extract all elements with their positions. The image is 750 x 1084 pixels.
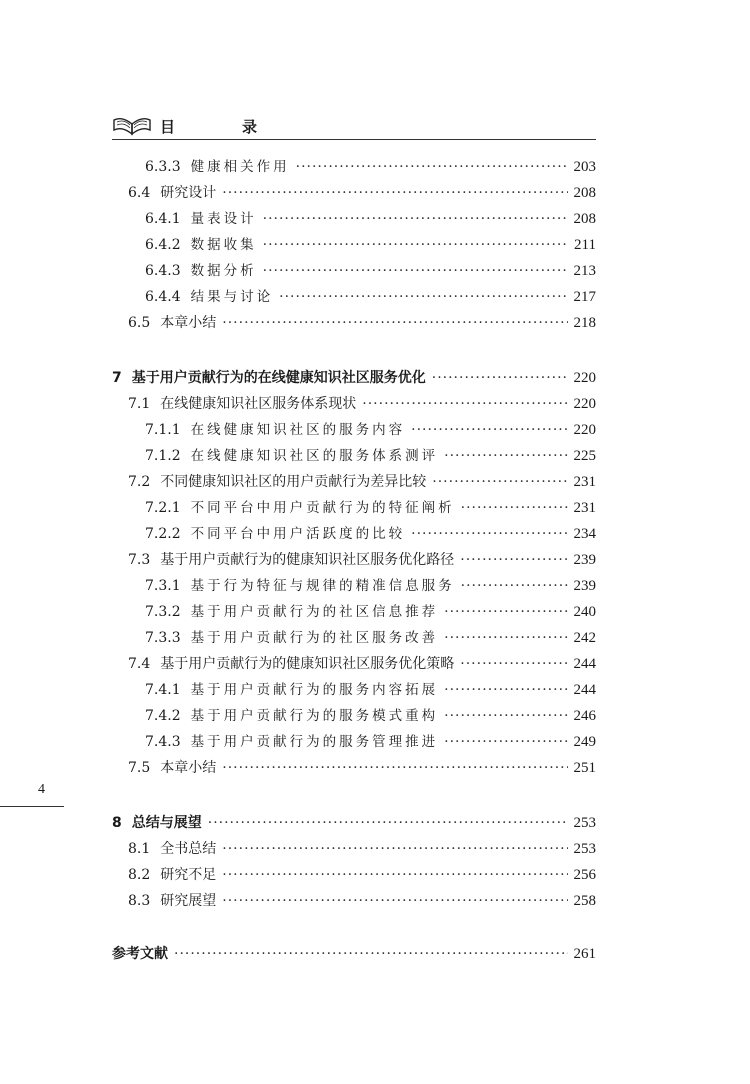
toc-leader-dots [461, 497, 568, 519]
toc-entry [112, 943, 596, 965]
toc-entry-title: 在线健康知识社区的服务体系测评 [190, 448, 439, 464]
toc-entry-title: 基于用户贡献行为的服务模式重构 [190, 708, 439, 724]
toc-entry-page: 258 [573, 893, 596, 909]
toc-entry [128, 549, 596, 571]
toc-entry [145, 286, 596, 308]
toc-leader-dots [296, 156, 568, 178]
toc-entry-title: 参考文献 [112, 946, 168, 962]
margin-rule [0, 806, 64, 807]
toc-entry [145, 731, 596, 753]
toc-leader-dots [263, 260, 568, 282]
toc-entry-number: 6.4.4 [145, 289, 181, 305]
toc-entry-title: 在线健康知识社区服务体系现状 [160, 396, 357, 412]
toc-entry [128, 838, 596, 860]
toc-leader-dots [432, 367, 568, 389]
toc-entry-title: 基于用户贡献行为的健康知识社区服务优化路径 [160, 552, 455, 568]
toc-entry-number: 7 [112, 370, 122, 386]
toc-entry-title: 数据分析 [190, 263, 257, 279]
toc-entry-title: 基于行为特征与规律的精准信息服务 [190, 578, 455, 594]
toc-entry-page: 211 [574, 237, 596, 253]
toc-entry [128, 757, 596, 779]
toc-entry [145, 234, 596, 256]
toc-entry-number: 7.2.2 [145, 526, 181, 542]
toc-entry [128, 393, 596, 415]
toc-leader-dots [222, 864, 567, 886]
toc-entry-number: 7.1.2 [145, 448, 181, 464]
toc-entry [112, 367, 596, 389]
toc-entry-page: 231 [573, 474, 596, 490]
toc-entry [128, 653, 596, 675]
toc-leader-dots [444, 705, 567, 727]
toc-entry-page: 242 [573, 630, 596, 646]
toc-entry-title: 结果与讨论 [190, 289, 274, 305]
toc-entry-number: 6.4.1 [145, 211, 181, 227]
toc-entry [128, 182, 596, 204]
toc-entry-title: 研究设计 [160, 185, 217, 201]
toc-entry-number: 7.3.1 [145, 578, 181, 594]
toc-entry-page: 239 [573, 578, 596, 594]
toc-entry-title: 研究不足 [160, 867, 217, 883]
toc-entry-title: 研究展望 [160, 893, 217, 909]
toc-entry-page: 208 [573, 211, 596, 227]
toc-entry-title: 不同健康知识社区的用户贡献行为差异比较 [160, 474, 427, 490]
toc-entry [112, 812, 596, 834]
toc-entry-title: 不同平台中用户活跃度的比较 [190, 526, 406, 542]
toc-entry-page: 203 [573, 159, 596, 175]
toc-entry-page: 240 [573, 604, 596, 620]
toc-entry-number: 7.4.1 [145, 682, 181, 698]
toc-entry-page: 256 [573, 867, 596, 883]
toc-entry-number: 7.1.1 [145, 422, 181, 438]
toc-entry-number: 6.4.3 [145, 263, 181, 279]
toc-entry [145, 601, 596, 623]
toc-entry-number: 7.3.3 [145, 630, 181, 646]
toc-entry [145, 260, 596, 282]
toc-entry-page: 244 [573, 656, 596, 672]
toc-entry [145, 575, 596, 597]
toc-entry-page: 249 [573, 734, 596, 750]
toc-entry-page: 217 [573, 289, 596, 305]
toc-entry-number: 6.4 [128, 185, 151, 201]
toc-entry-title: 基于用户贡献行为的服务管理推进 [190, 734, 439, 750]
toc-entry-page: 231 [573, 500, 596, 516]
toc-leader-dots [263, 234, 568, 256]
toc-entry [145, 419, 596, 441]
toc-entry-title: 量表设计 [190, 211, 257, 227]
toc-entry-page: 239 [573, 552, 596, 568]
toc-leader-dots [222, 312, 567, 334]
toc-entry-title: 在线健康知识社区的服务内容 [190, 422, 406, 438]
toc-leader-dots [279, 286, 567, 308]
toc-entry-number: 6.3.3 [145, 159, 181, 175]
toc-entry-number: 7.1 [128, 396, 151, 412]
page-title: 目 录 [160, 118, 284, 136]
toc-entry-number: 7.2 [128, 474, 151, 490]
toc-leader-dots [444, 731, 567, 753]
toc-entry-page: 220 [573, 396, 596, 412]
toc-entry-title: 基于用户贡献行为的社区信息推荐 [190, 604, 439, 620]
toc-entry [145, 208, 596, 230]
toc-entry-page: 253 [573, 815, 596, 831]
toc-entry-number: 7.3 [128, 552, 151, 568]
toc-leader-dots [432, 471, 567, 493]
toc-leader-dots [411, 523, 567, 545]
toc-entry-page: 220 [573, 370, 596, 386]
toc-entry [145, 627, 596, 649]
toc-leader-dots [461, 575, 568, 597]
toc-leader-dots [411, 419, 567, 441]
toc-entry-title: 健康相关作用 [190, 159, 290, 175]
toc-entry-number: 8 [112, 815, 122, 831]
toc-entry-title: 数据收集 [190, 237, 257, 253]
toc-entry-page: 253 [573, 841, 596, 857]
toc-leader-dots [444, 679, 567, 701]
toc-entry-page: 220 [573, 422, 596, 438]
toc-entry [145, 497, 596, 519]
toc-entry-page: 234 [573, 526, 596, 542]
toc-leader-dots [460, 549, 567, 571]
toc-entry-title: 基于用户贡献行为的健康知识社区服务优化策略 [160, 656, 455, 672]
toc-entry-page: 251 [573, 760, 596, 776]
toc-entry-title: 基于用户贡献行为的社区服务改善 [190, 630, 439, 646]
toc-entry-number: 6.5 [128, 315, 151, 331]
open-book-icon [112, 114, 152, 138]
toc-leader-dots [362, 393, 567, 415]
toc-entry-page: 246 [573, 708, 596, 724]
toc-entry [145, 705, 596, 727]
toc-entry-page: 213 [573, 263, 596, 279]
toc-leader-dots [222, 890, 567, 912]
toc-entry-title: 不同平台中用户贡献行为的特征阐析 [190, 500, 455, 516]
toc-entry-page: 218 [573, 315, 596, 331]
toc-leader-dots [222, 182, 567, 204]
toc-entry [128, 864, 596, 886]
toc-entry-number: 8.3 [128, 893, 151, 909]
toc-entry-title: 总结与展望 [131, 815, 202, 831]
toc-entry-number: 7.4.2 [145, 708, 181, 724]
toc-entry-number: 7.4 [128, 656, 151, 672]
toc-leader-dots [208, 812, 568, 834]
toc-entry-number: 8.2 [128, 867, 151, 883]
toc-entry [128, 890, 596, 912]
toc-entry-number: 7.4.3 [145, 734, 181, 750]
toc-leader-dots [174, 943, 568, 965]
toc-entry-title: 本章小结 [160, 760, 217, 776]
toc-entry [145, 156, 596, 178]
toc-leader-dots [263, 208, 568, 230]
header-rule [112, 139, 596, 140]
toc-entry-number: 7.2.1 [145, 500, 181, 516]
page-number: 4 [38, 782, 45, 797]
toc-entry-number: 7.5 [128, 760, 151, 776]
toc-entry-number: 6.4.2 [145, 237, 181, 253]
toc-entry-page: 225 [573, 448, 596, 464]
toc-entry [128, 471, 596, 493]
toc-entry [128, 312, 596, 334]
toc-entry-page: 261 [573, 946, 596, 962]
toc-entry-page: 208 [573, 185, 596, 201]
toc-entry-page: 244 [573, 682, 596, 698]
toc-leader-dots [222, 757, 567, 779]
toc-entry [145, 679, 596, 701]
toc-entry-title: 基于用户贡献行为的在线健康知识社区服务优化 [131, 370, 426, 386]
toc-entry-number: 8.1 [128, 841, 151, 857]
toc-entry [145, 523, 596, 545]
toc-entry-title: 基于用户贡献行为的服务内容拓展 [190, 682, 439, 698]
toc-leader-dots [444, 601, 567, 623]
toc-entry-title: 本章小结 [160, 315, 217, 331]
page-header [112, 110, 596, 140]
toc-leader-dots [460, 653, 567, 675]
toc-leader-dots [444, 445, 567, 467]
toc-entry [145, 445, 596, 467]
toc-entry-title: 全书总结 [160, 841, 217, 857]
toc-leader-dots [444, 627, 567, 649]
toc-leader-dots [222, 838, 567, 860]
toc-entry-number: 7.3.2 [145, 604, 181, 620]
